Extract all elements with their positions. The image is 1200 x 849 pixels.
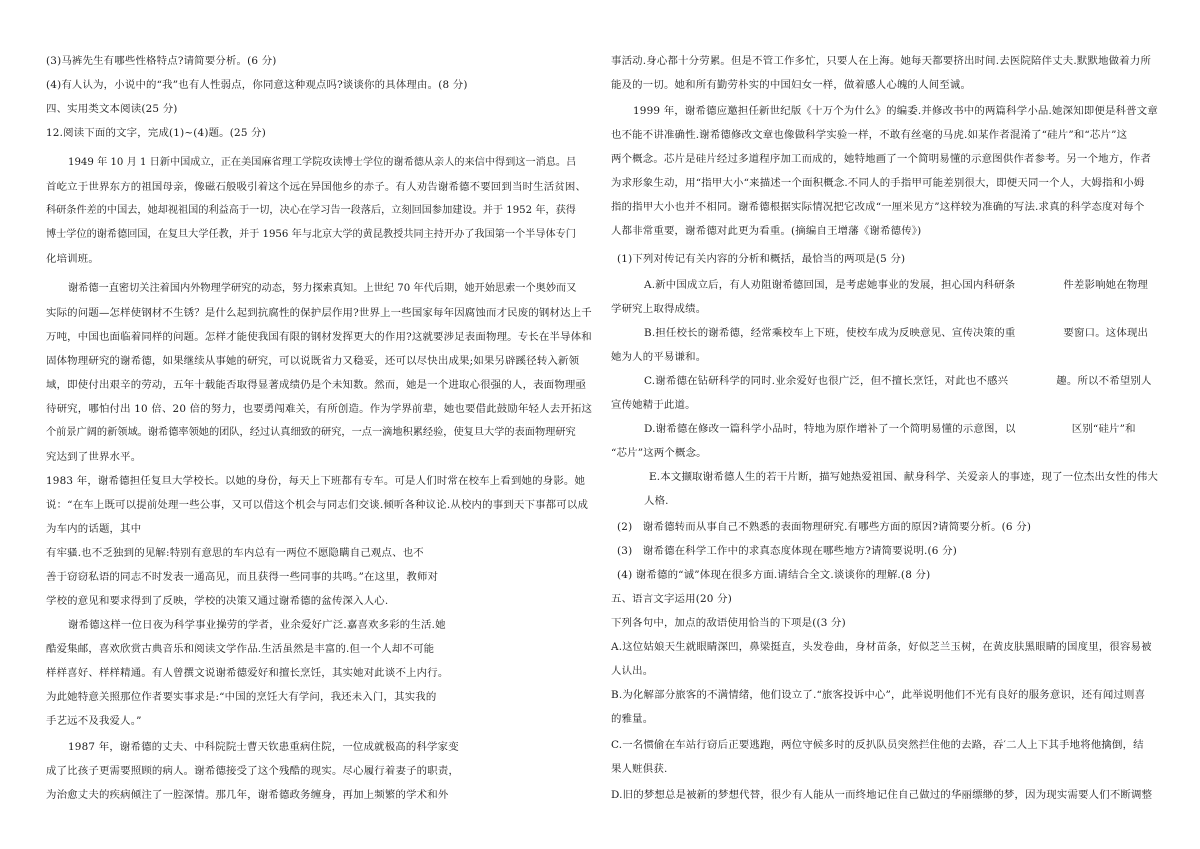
section-heading: 五、语言文字运用(20 分): [611, 593, 732, 605]
text-line: 1949 年 10 月 1 日新中国成立，正在美国麻省理工学院攻读博士学位的谢希德从亲人的来信中得到这一消息。吕: [68, 157, 577, 168]
choice-a: A.这位姑娘天生就眼睛深凹，鼻梁挺直，头发卷曲，身材苗条，好似芝兰玉树，在黄皮肤黑眼睛的国度里，很容易被: [611, 641, 1152, 653]
text-line: 人都非常重要，谢希德对此更为看重。(摘编自王增藩《谢希德传》): [611, 225, 922, 237]
question-4-line: (4)有人认为，小说中的“我”也有人性弱点，你同意这种观点吗?谈谈你的具体理由。(8 分): [46, 79, 468, 91]
text-line: 两个概念。芯片是硅片经过多道程序加工而成的，她特地画了一个简明易懂的示意图供作者参考。另一个地方，作者: [611, 153, 1152, 165]
option-d-cont: “芯片”这两个概念。: [611, 447, 707, 459]
option-a: A.新中国成立后，有人劝阻谢希德回国，是考虑她事业的发展，担心国内科研条 件差影响她在物理: [644, 279, 1149, 291]
text-line: 善于窃窃私语的同志不时发表一通高见，而且获得一些同事的共鸣。”在这里，教师对: [46, 571, 439, 583]
text-line: 究达到了世界水平。: [46, 451, 142, 463]
text-line: 个前景广阔的新领域。谢希德率领她的团队，经过认真细致的研究，一点一滴地积累经验，使复旦大学的表面物理研究: [46, 427, 576, 438]
option-b-cont: 她为人的平易谦和。: [611, 351, 707, 363]
choice-d: D.旧的梦想总是被新的梦想代替，很少有人能从一而终地记住自己做过的华丽缥缈的梦，因为现实需要人们不断调整: [611, 789, 1153, 801]
text-line: 1999 年，谢希德应邀担任新世纪版《十万个为什么》的编委.并修改书中的两篇科学小品.她深知即便是科普文章: [633, 105, 1158, 117]
question-stem: 下列各句中，加点的敌语使用恰当的下项是((3 分): [611, 617, 846, 629]
text-line: 1987 年，谢希德的丈夫、中科院院士曹天钦患重病住院，一位成就极高的科学家变: [68, 741, 459, 753]
text-line: 博士学位的谢希德回国，在复旦大学任教，并于 1956 年与北京大学的黄昆教授共同主持开办了我国第一个半导体专门: [46, 229, 576, 240]
text-line: 固体物理研究的谢希德，如果继续从事她的研究，可以说既省力又稳妥，还可以尽快出成果;如果另辟蹊径转入新领: [46, 355, 580, 367]
text-line: 谢希德一直密切关注着国内外物理学研究的动态，努力探索真知。上世纪 70 年代后期，她开始思索一个奥妙而又: [68, 283, 577, 294]
text-line: 化培训班。: [46, 253, 99, 265]
text-line: 为求形象生动，用“指甲大小“来描述一个面积概念.不同人的手指甲可能差别很大，即便天同一个人，大姆指和小姆: [611, 177, 1145, 189]
choice-c-cont: 果人赃俱获.: [611, 763, 668, 775]
text-line: 1983 年，谢希德担任复旦大学校长。以她的身份，每天上下班都有专车。可是人们时常在校车上看到她的身影。她: [46, 475, 586, 487]
question-4: (4) 谢希德的“诚”体现在很多方面.请结合全文.谈谈你的理解.(8 分): [617, 569, 931, 581]
text-line: 手艺远不及我爱人。”: [46, 715, 142, 727]
text-line: 事活动.身心都十分劳累。但是不管工作多忙，只要人在上海。她每天都要挤出时间.去医院陪伴丈夫.默默地做着力所: [611, 55, 1152, 67]
text-line: 成了比孩子更需要照顾的病人。谢希德接受了这个残酷的现实。尽心履行着妻子的职责，: [46, 765, 460, 777]
choice-c: C.一名惯偷在车站行窃后正要逃跑，两位守候多时的反扒队员突然拦住他的去路，吞′二人上下其手地将他擒倒，结: [611, 739, 1144, 751]
option-a-cont: 学研究上取得成绩。: [611, 303, 707, 315]
choice-a-cont: 人认出。: [611, 665, 654, 677]
text-line: 有牢骚.也不乏独到的见解:特别有意思的车内总有一两位不愿隐瞒自己观点、也不: [46, 547, 424, 559]
option-d: D.谢希德在修改一篇科学小品时，特地为原作增补了一个简明易懂的示意图，以 区别“硅片”和: [644, 423, 1136, 435]
text-line: 为此她特意关照那位作者要实事求是:“中国的烹饪大有学问，我还未入门，其实我的: [46, 691, 437, 703]
question-3: (3) 谢希德在科学工作中的求真态度体现在哪些地方?请简要说明.(6 分): [617, 545, 957, 557]
text-line: 万吨，中国也面临着同样的问题。怎样才能使我国有限的钢材发挥更大的作用?这就要涉足表面物理。专长在半导体和: [46, 331, 592, 343]
option-c: C.谢希德在钻研科学的同时.业余爱好也很广泛，但不擅长烹饪，对此也不感兴 趣。所以不希望别人: [644, 375, 1152, 387]
text-line: 为车内的话题，其中: [46, 523, 142, 535]
choice-b-cont: 的雅量。: [611, 713, 654, 725]
question-3-line: (3)马裤先生有哪些性格特点?请简要分析。(6 分): [46, 55, 277, 67]
option-e: E.本文撷取谢希德人生的若干片断，描写她热爱祖国、献身科学、关爱亲人的事迹，现了一位杰出女性的伟大: [649, 471, 1159, 483]
option-e-cont: 人格.: [644, 495, 669, 507]
text-line: 也不能不讲准确性.谢希德修改文章也像做科学实验一样，不敢有丝毫的马虎.如某作者混淆了“硅片”和“芯片”这: [611, 129, 1128, 141]
text-line: 酷爱集邮，喜欢欣赏古典音乐和阅读文学作品.生活虽然是丰富的.但一个人却不可能: [46, 643, 435, 655]
option-c-cont: 宣传她精于此道。: [611, 399, 696, 411]
question-12-heading: 12.阅读下面的文字，完成(1)~(4)题。(25 分): [46, 127, 266, 139]
text-line: 谢希德这样一位日夜为科学事业操劳的学者，业余爱好广泛.嘉喜欢多彩的生活.她: [68, 619, 446, 631]
text-line: 实际的问题—怎样使钢材不生锈？是什么起到抗腐性的保护层作用?世界上一些国家每年因腐蚀而才民废的钢材达上千: [46, 307, 592, 319]
text-line: 样样喜好、样样精通。有人曾撰文说谢希德爱好和擅长烹饪，其实她对此谈不上内行。: [46, 667, 449, 679]
question-2: (2) 谢希德转而从事自己不熟悉的表面物理研究.有哪些方面的原因?请简要分析。(6 分): [617, 521, 1032, 533]
text-line: 指的指甲大小也并不相同。谢希德根据实际情况把它改成“一厘米见方”这样较为准确的写法.求真的科学态度对每个: [611, 201, 1145, 213]
option-b: B.担任校长的谢希德，经常乘校车上下班，使校车成为反映意见、宣传决策的重 要窗口。这体现出: [644, 327, 1149, 339]
text-line: 待研究，哪怕付出 10 倍、20 倍的努力，也要勇闯难关，有所创造。作为学界前辈，她也要借此鼓励年轻人去开拓这: [46, 403, 593, 415]
text-line: 科研条件差的中国去，她却视祖国的利益高于一切，决心在学习告一段落后，立刻回国参加建设。并于 1952 年，获得: [46, 205, 576, 216]
text-line: 学校的意见和要求得到了反映，学校的决策又通过谢希德的盆传深入人心.: [46, 595, 389, 607]
choice-b: B.为化解部分旅客的不满情绪，他们设立了.“旅客投诉中心”，此举说明他们不光有良好的服务意识，还有闻过则喜: [611, 689, 1146, 701]
text-line: 能及的一切。她和所有勤劳朴实的中国妇女一样，做着感人心魄的人间至诚。: [611, 79, 972, 91]
text-line: 说：“在车上既可以提前处理一些公事，又可以借这个机会与同志们交谈.倾听各种议论.从校内的事到天下事都可以成: [46, 499, 589, 511]
text-line: 域，即使付出艰辛的劳动，五年十载能否取得显著成绩仍是个未知数。然而，她是一个进取心很强的人，表面物理亟: [46, 379, 587, 391]
text-line: 为治愈丈夫的疾病倾注了一腔深情。那几年，谢希德政务缠身，再加上频繁的学术和外: [46, 789, 449, 801]
text-line: 首屹立于世界东方的祖国母亲，像磁石般吸引着这个远在异国他乡的赤子。有人劝告谢希德不要回到当时生活贫困、: [46, 181, 587, 193]
question-1-stem: (1)下列对传记有关内容的分析和概括，最恰当的两项是(5 分): [617, 253, 906, 265]
section-heading: 四、实用类文本阅读(25 分): [46, 103, 178, 115]
